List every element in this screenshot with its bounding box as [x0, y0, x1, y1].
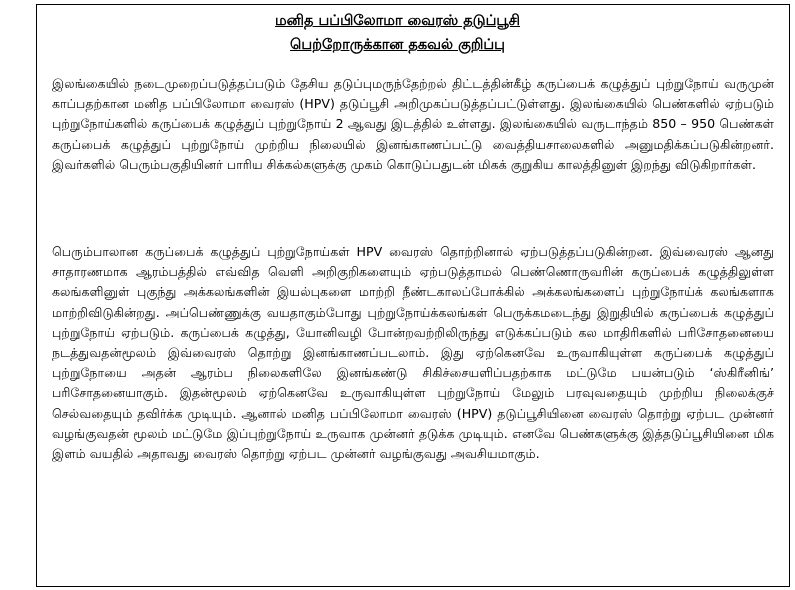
document-title-line1: மனித பப்பிலோமா வைரஸ் தடுப்பூசி	[274, 13, 521, 29]
paragraph-2: பெரும்பாலான கருப்பைக் கழுத்துப் புற்றுநோய்கள் HPV வைரஸ் தொற்றினால் ஏற்படுத்தப்படுகின்றன. இவ்வைரஸ் ஆனது சாதாரணமாக ஆரம்பத்தில் எவ்வித வெளி அறிகுறிகளையும் ஏற்படுத்தாமல் பெண்ணொருவரின் கருப்பைக் கழுத்திலுள்ள கலங்களினுள் புகுந்து அக்கலங்களின் இயல்புகளை மாற்றி நீண்டகாலப்போக்கில் அக்கலங்களைப் புற்றுநோய்க் கலங்களாக மாற்றிவிடுகின்றது. அப்பெண்ணுக்கு வயதாகும்போது புற்றுநோய்க்கலங்கள் பெருக்கமடைந்து இறுதியில் கருப்பைக் கழுத்துப் புற்றுநோய் ஏற்படும். கருப்பைக் கழுத்து, யோனிவழி போன்றவற்றிலிருந்து எடுக்கப்படும் கல மாதிரிகளில் பரிசோதனையை நடத்துவதன்மூலம் இவ்வைரஸ் தொற்று இனங்காணப்படலாம். இது ஏற்கெனவே உருவாகியுள்ள கருப்பைக் கழுத்துப் புற்றுநோயை அதன் ஆரம்ப நிலைகளிலே இனங்கண்டு சிகிச்சையளிப்பதற்காக மட்டுமே பயன்படும் ‘ஸ்கிரீனிங்’ பரிசோதனையாகும். இதன்மூலம் ஏற்கெனவே உருவாகியுள்ள புற்றுநோய் மேலும் பரவுவதையும் முற்றிய நிலைக்குச் செல்வதையும் தவிர்க்க முடியும். ஆனால் மனித பப்பிலோமா வைரஸ் (HPV) தடுப்பூசியினை வைரஸ் தொற்று ஏற்பட முன்னர் வழங்குவதன் மூலம் மட்டுமே இப்புற்றுநோய் உருவாக முன்னர் தடுக்க முடியும். எனவே பெண்களுக்கு இத்தடுப்பூசியினை மிக இளம் வயதில் அதாவது வைரஸ் தொற்று ஏற்பட முன்னர் வழங்குவது அவசியமாகும்.	[52, 244, 774, 462]
document-title-line2: பெற்றோருக்கான தகவல் குறிப்பு	[290, 37, 505, 53]
paragraph-1: இலங்கையில் நடைமுறைப்படுத்தப்படும் தேசிய தடுப்புமருந்தேற்றல் திட்டத்தின்கீழ் கருப்பைக் கழுத்துப் புற்றுநோய் வருமுன் காப்பதற்கான மனித பப்பிலோமா வைரஸ் (HPV) தடுப்பூசி அறிமுகப்படுத்தப்பட்டுள்ளது. இலங்கையில் பெண்களில் ஏற்படும் புற்றுநோய்களில் கருப்பைக் கழுத்துப் புற்றுநோய் 2 ஆவது இடத்தில் உள்ளது. இலங்கையில் வருடாந்தம் 850 – 950 பெண்கள் கருப்பைக் கழுத்துப் புற்றுநோய் முற்றிய நிலையில் இனங்காணப்பட்டு வைத்தியசாலைகளில் அனுமதிக்கப்படுகின்றனர். இவர்களில் பெரும்பகுதியினர் பாரிய சிக்கல்களுக்கு முகம் கொடுப்பதுடன் மிகக் குறுகிய காலத்தினுள் இறந்து விடுகிறார்கள்.	[52, 76, 774, 172]
